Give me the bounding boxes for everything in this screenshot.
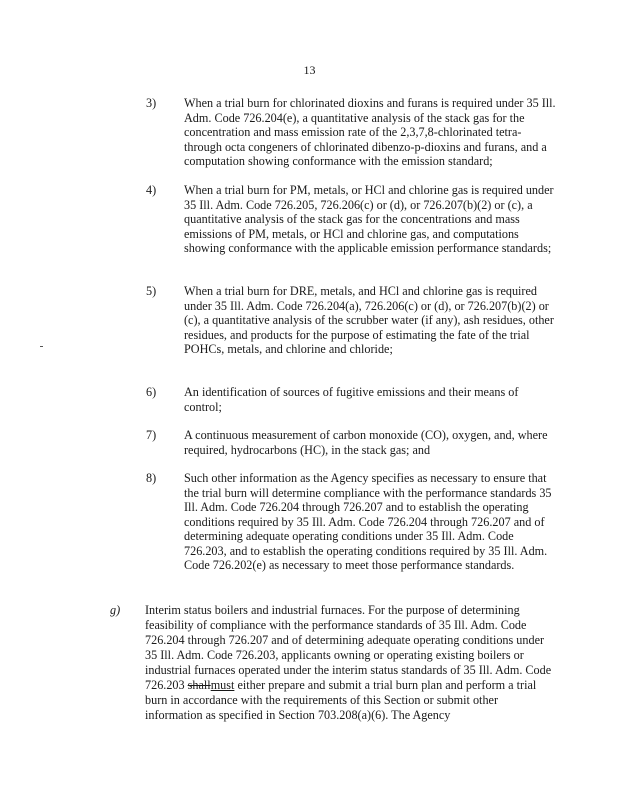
margin-mark [40, 346, 43, 347]
paragraph-number: g) [110, 603, 121, 617]
item-number: 5) [146, 284, 157, 298]
item-text: An identification of sources of fugitive emissions and their means of control; [184, 385, 519, 414]
paragraph-text-after: either prepare and submit a trial burn plan and perform a trial burn in accordance with the requirements of this Section or submit other information as specified in Section 703.208(a)(6). The Agency [145, 678, 537, 722]
struck-word: shall [187, 678, 211, 692]
paragraph-text-before: Interim status boilers and industrial furnaces. For the purpose of determining feasibility of compliance with the performance standards of 35 Ill. Adm. Code 726.204 through 726.207 and of determining adequate operating conditions under 35 Ill. Adm. Code 726.203, applicants owning or operating existing boilers or industrial furnaces operated under the interim status standards of 35 Ill. Adm. Code 726.203 [145, 603, 552, 692]
item-number: 6) [146, 385, 157, 399]
item-text: A continuous measurement of carbon monoxide (CO), oxygen, and, where required, hydrocarbons (HC), in the stack gas; and [184, 428, 548, 457]
item-text: When a trial burn for PM, metals, or HCl and chlorine gas is required under 35 Ill. Adm. Code 726.205, 726.206(c) or (d), or 726.207(b)(2) or (c), a quantitative analysis of the stack gas for the concentrations and mass emissions of PM, metals, or HCl and chlorine gas, and computations showing conformance with the applicable emission performance standards; [184, 183, 554, 255]
inserted-word: must [210, 678, 235, 692]
paragraph-text [145, 603, 556, 723]
item-number: 3) [146, 96, 157, 110]
item-number: 7) [146, 428, 157, 442]
item-text: Such other information as the Agency specifies as necessary to ensure that the trial burn will determine compliance with the performance standards 35 Ill. Adm. Code 726.204 through 726.207 and to establish the operating conditions required by 35 Ill. Adm. Code 726.204 through 726.207 and of determining adequate operating conditions under 35 Ill. Adm. Code 726.203, and to establish the operating conditions required by 35 Ill. Adm. Code 726.202(e) as necessary to meet those performance standards. [184, 471, 552, 572]
page-number: 13 [303, 63, 316, 77]
item-number: 8) [146, 471, 157, 485]
item-text: When a trial burn for DRE, metals, and HCl and chlorine gas is required under 35 Ill. Adm. Code 726.204(a), 726.206(c) or (d), or 726.207(b)(2) or (c), a quantitative analysis of the scrubber water (if any), ash residues, other residues, and products for the purpose of estimating the fate of the trial POHCs, metals, and chlorine and chloride; [184, 284, 554, 356]
item-number: 4) [146, 183, 157, 197]
item-text: When a trial burn for chlorinated dioxins and furans is required under 35 Ill. Adm. Code 726.204(e), a quantitative analysis of the stack gas for the concentration and mass emission rate of the 2,3,7,8-chlorinated tetra-through octa congeners of chlorinated dibenzo-p-dioxins and furans, and a computation showing conformance with the emission standard; [184, 96, 556, 168]
